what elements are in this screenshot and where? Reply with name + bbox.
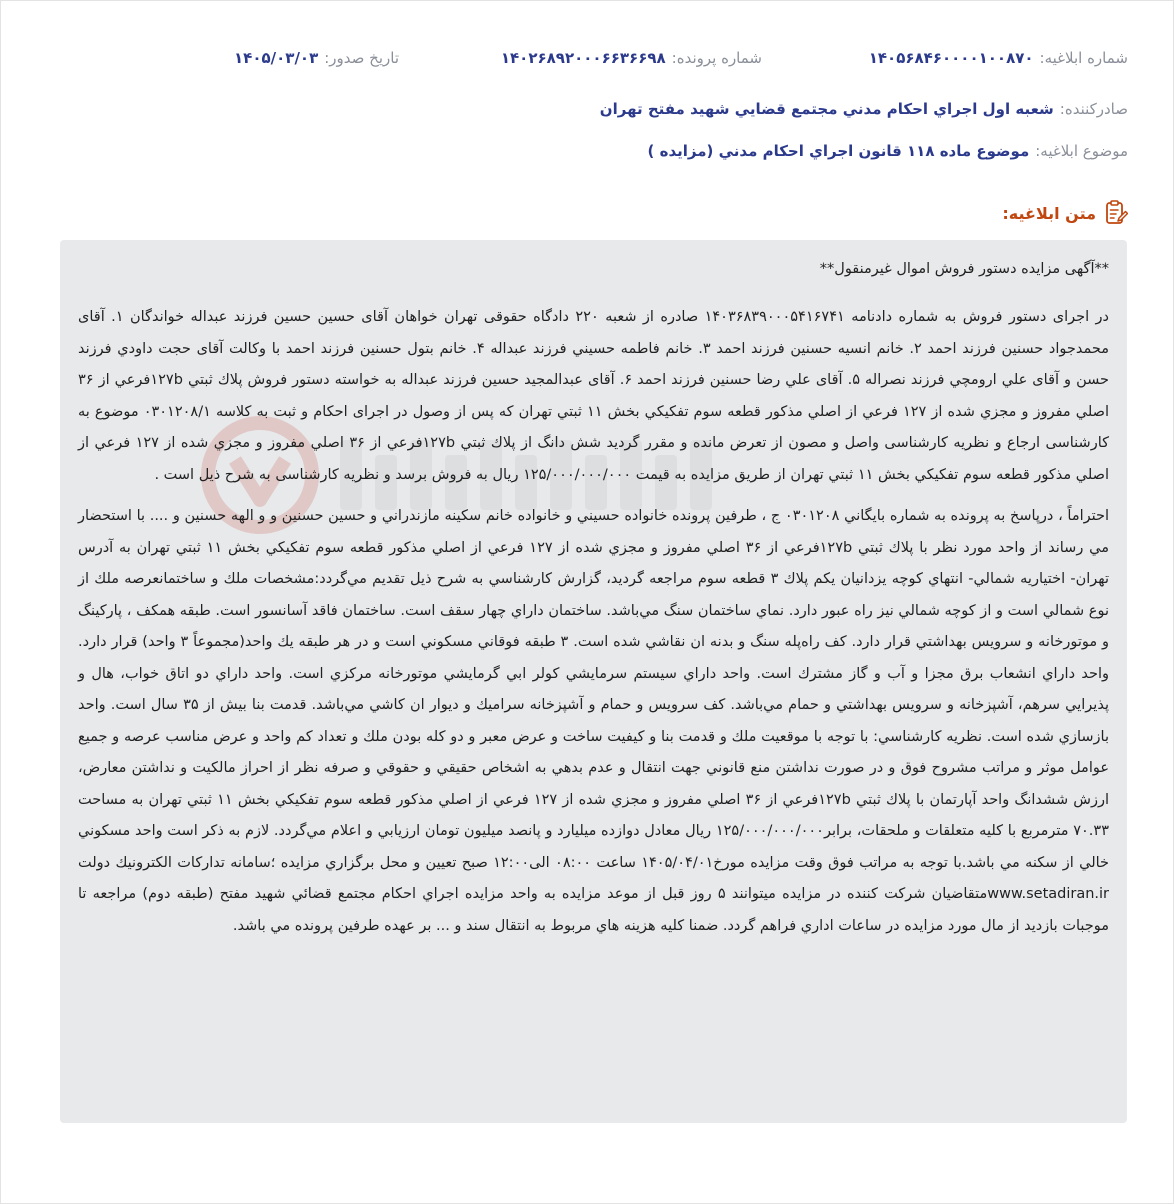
notice-heading: **آگهی مزایده دستور فروش اموال غیرمنقول** xyxy=(819,261,1109,277)
case-number-value: ۱۴۰۲۶۸۹۲۰۰۰۶۶۳۶۶۹۸ xyxy=(500,49,666,67)
subject-label: موضوع ابلاغيه: xyxy=(1035,142,1128,160)
notice-text-box xyxy=(60,240,1127,1123)
document-edit-icon xyxy=(1104,200,1128,226)
issuer-label: صادرکننده: xyxy=(1059,100,1128,118)
notice-text-title: متن ابلاغيه: xyxy=(1002,203,1096,223)
notice-paragraph-1: در اجرای دستور فروش به شماره دادنامه ۱۴۰۳۶۸۳۹۰۰۰۵۴۱۶۷۴۱ صادره از شعبه ۲۲۰ دادگاه حقوقی تهران خواهان آقای حسین حسین فرزند عبداله خواندگان ۱. آقای محمدجواد حسنین فرزند احمد ۲. خانم انسيه حسنين فرزند احمد ۳. خانم فاطمه حسيني فرزند عبداله ۴. خانم بتول حسنين فرزند احمد با وكالت آقای حجت داودي فرزند حسن و آقای علي ارومچي فرزند نصراله ۵. آقای علي رضا حسنين فرزند احمد ۶. آقای عبدالمجيد حسين فرزند عبداله به خواسته دستور فروش پلاك ثبتي ۱۲۷bفرعي از ۳۶ اصلي مفروز و مجزي شده از ۱۲۷ فرعي از اصلي مذكور قطعه سوم تفكيكي بخش ۱۱ ثبتي تهران كه پس از وصول در اجرای احكام و ثبت به كلاسه ۰۳۰۱۲۰۸/۱ موضوع به كارشناسی ارجاع و نظريه كارشناسی واصل و مصون از تعرض مانده و مقرر گرديد شش دانگ از پلاك ثبتي ۱۲۷bفرعي از ۳۶ اصلي مفروز و مجزي شده از ۱۲۷ فرعي از اصلي مذكور قطعه سوم تفكيكي بخش ۱۱ ثبتي تهران از طريق مزايده به قيمت ۱۲۵/۰۰۰/۰۰۰/۰۰۰ ريال به فروش برسد و نظريه كارشناسی به شرح ذيل است . xyxy=(78,309,1110,483)
case-number-label: شماره پرونده: xyxy=(671,49,762,67)
meta-row-issuer xyxy=(46,100,1128,118)
issue-date-value: ۱۴۰۵/۰۳/۰۳ xyxy=(234,49,319,67)
issue-date xyxy=(234,49,399,67)
issue-date-label: تاريخ صدور: xyxy=(324,49,399,67)
notice-number-value: ۱۴۰۵۶۸۴۶۰۰۰۰۱۰۰۸۷۰ xyxy=(868,49,1034,67)
subject-value: موضوع ماده ۱۱۸ قانون اجراي احكام مدني (مزايده ) xyxy=(647,142,1030,160)
issuer xyxy=(600,100,1128,118)
meta-row-subject xyxy=(46,142,1128,160)
subject xyxy=(648,142,1128,160)
notice-paragraph-2: احتراماً ، درپاسخ به پرونده به شماره بايگاني ۰۳۰۱۲۰۸ ج ، طرفين پرونده خانواده حسيني و خانواده خانم سكينه مازندراني و حسين حسنين و و الهه حسنين و .... با استحضار مي رساند از واحد مورد نظر با پلاك ثبتي ۱۲۷bفرعي از ۳۶ اصلي مفروز و مجزي شده از ۱۲۷ فرعي از اصلي مذكور قطعه سوم تفكيكي بخش ۱۱ ثبتي تهران به آدرس تهران- اختياريه شمالي- انتهاي كوچه يزدانيان يكم پلاك ۳ قطعه سوم مراجعه گرديد، گزارش كارشناسي به شرح ذيل تقديم مي‌گردد:مشخصات ملك و ساختمانعرصه ملك از نوع شمالي است و از كوچه شمالي نيز راه عبور دارد. نماي ساختمان سنگ مي‌باشد. ساختمان داراي چهار سقف است. ساختمان فاقد آسانسور است. طبقه همكف ، پاركينگ و موتورخانه و سرويس بهداشتي قرار دارد. كف راه‌پله سنگ و بدنه ان نقاشي شده است. ۳ طبقه فوقاني مسكوني است و در هر طبقه يك واحد(مجموعاً ۳ واحد) قرار دارد. واحد داراي انشعاب برق مجزا و آب و گاز مشترك است. واحد داراي سيستم سرمايشي كولر ابي گرمايشي موتورخانه مركزي است. واحد داراي دو اتاق خواب، هال و پذيرايي سرهم، آشپزخانه و سرويس بهداشتي و حمام مي‌باشد. كف سرويس و حمام و آشپزخانه سراميك و ديوار ان كاشي مي‌باشد. قدمت بنا بيش از ۳۵ سال است. واحد بازسازي شده است. نظريه كارشناسي: با توجه با موقعيت ملك و قدمت بنا و كيفيت ساخت و عرض معبر و دو كله بودن ملك و تعداد كم واحد و عرض مناسب عرصه و جميع عوامل موثر و مراتب مشروح فوق و در صورت نداشتن منع قانوني جهت انتقال و عدم بدهي به اشخاص حقيقي و حقوقي و صرفه نظر از احراز مالكيت و نداشتن معارض، ارزش ششدانگ واحد آپارتمان با پلاك ثبتي ۱۲۷bفرعي از ۳۶ اصلي مفروز و مجزي شده از ۱۲۷ فرعي از اصلي مذكور قطعه سوم تفكيكي بخش ۱۱ ثبتي تهران به مساحت ۷۰.۳۳ مترمربع با كليه متعلقات و ملحقات، برابر۱۲۵/۰۰۰/۰۰۰/۰۰۰ ريال معادل دوازده ميليارد و پانصد ميليون تومان ارزيابي و اعلام مي‌گردد. لازم به ذكر است واحد مسكوني خالي از سكنه مي باشد.با توجه به مراتب فوق وقت مزايده مورخ۱۴۰۵/۰۴/۰۱ ساعت ۰۸:۰۰ الی۱۲:۰۰ صبح تعيين و محل برگزاري مزايده ؛سامانه تداركات الكترونيك دولت www.setadiran.irمتقاضيان شركت كننده در مزايده ميتوانند ۵ روز قبل از موعد مزايده به واحد مزايده اجراي احكام مجتمع قضائي شهيد مفتح (طبقه دوم) مراجعه تا موجبات بازديد از مال مورد مزايده در ساعات اداري فراهم گردد. ضمنا كليه هزينه هاي مربوط به انتقال سند و ... بر عهده طرفين پرونده مي باشد. xyxy=(78,508,1110,934)
notice-text-header xyxy=(1002,200,1128,226)
issuer-value: شعبه اول اجراي احكام مدني مجتمع قضايي شهيد مفتح تهران xyxy=(599,100,1054,118)
case-number xyxy=(501,49,762,67)
notice-number xyxy=(869,49,1128,67)
notice-number-label: شماره ابلاغيه: xyxy=(1039,49,1128,67)
